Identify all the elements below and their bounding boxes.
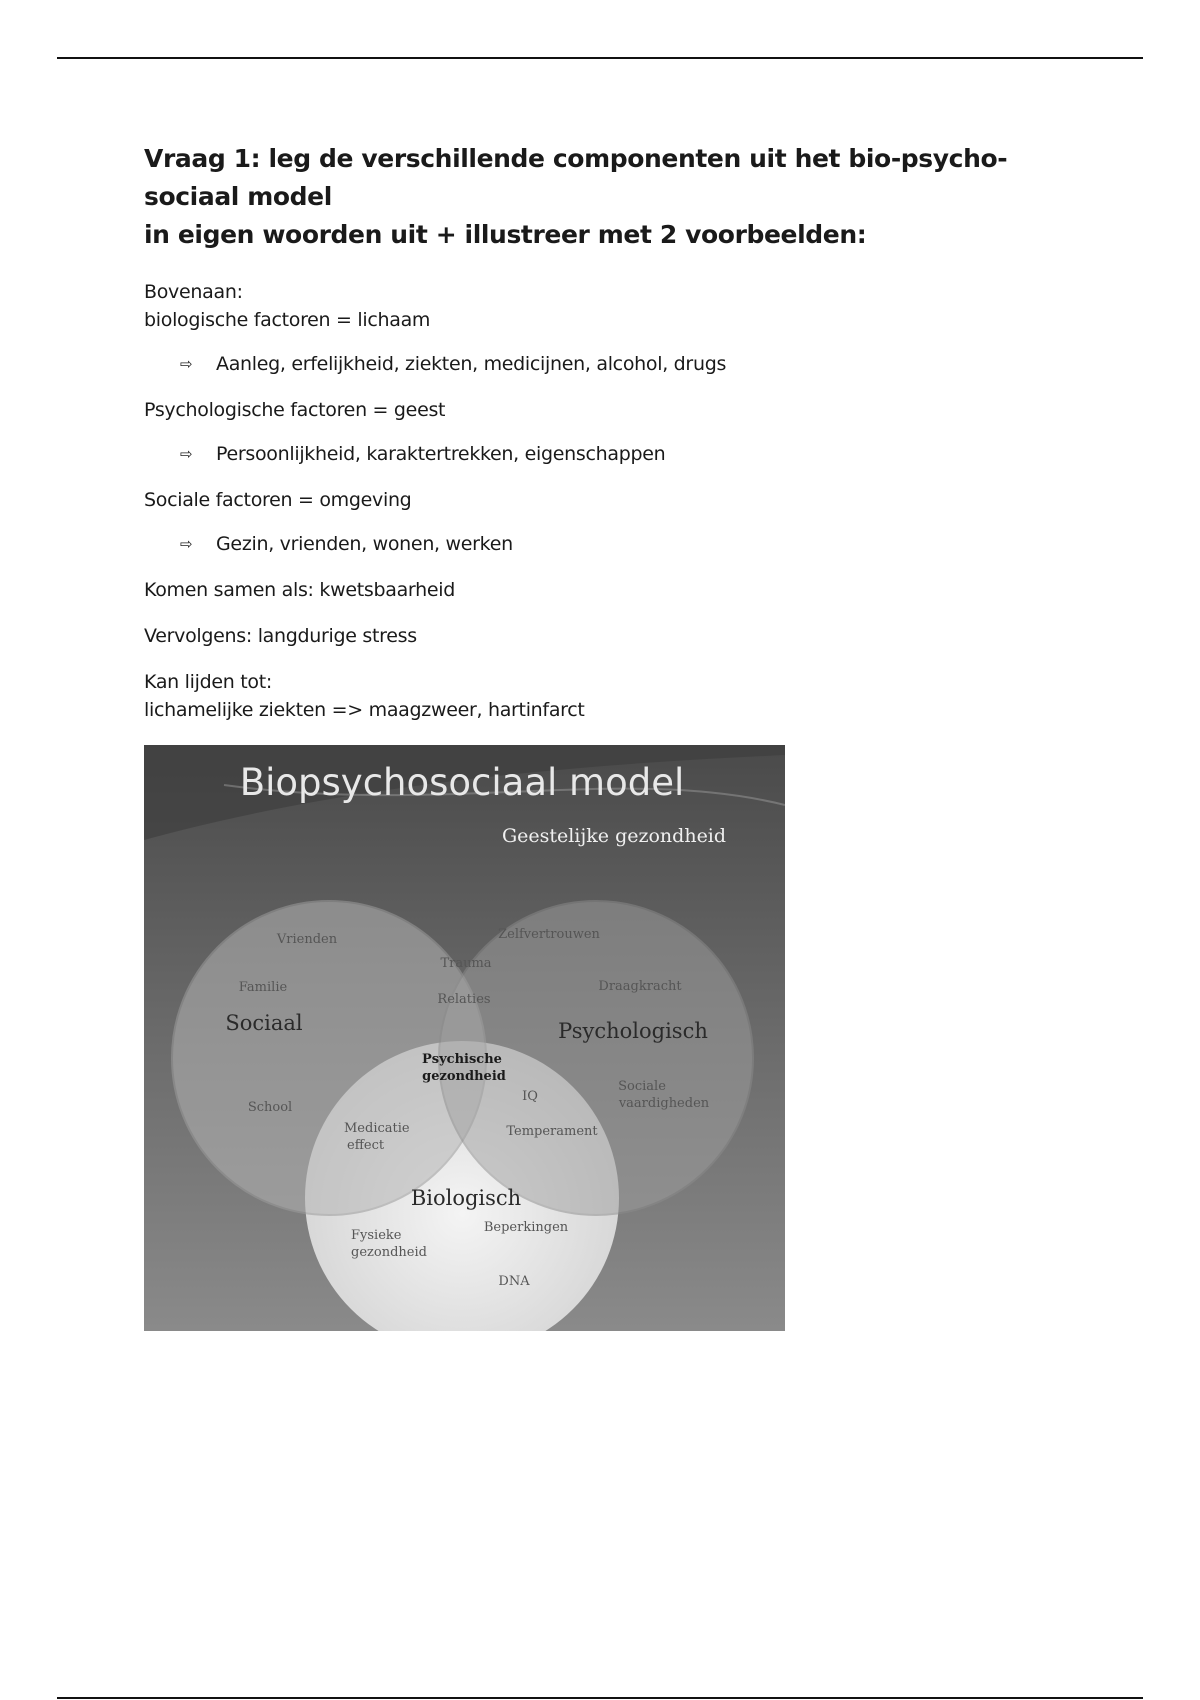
label-gezondheid: gezondheid (422, 1069, 506, 1084)
label-iq: IQ (522, 1089, 538, 1104)
label-dna: DNA (498, 1274, 530, 1289)
label-beperkingen: Beperkingen (483, 1220, 569, 1235)
header-rule (57, 57, 1143, 59)
arrow-bullet-icon: ⇨ (180, 445, 193, 463)
label-vaardigheden: vaardigheden (618, 1096, 710, 1111)
psy-bullet: ⇨ Persoonlijkheid, karaktertrekken, eigenschappen (180, 440, 1064, 468)
arrow-bullet-icon: ⇨ (180, 535, 193, 553)
label-sociale: Sociale (618, 1079, 666, 1094)
label-zelfvertrouwen: Zelfvertrouwen (498, 927, 600, 942)
label-medicatie: Medicatie (344, 1121, 410, 1136)
label-psychologisch: Psychologisch (558, 1019, 708, 1043)
together-text: Komen samen als: kwetsbaarheid (144, 579, 455, 601)
diagram-title: Biopsychosociaal model (239, 761, 685, 804)
leads-to-text: Kan lijden tot: (144, 671, 272, 693)
label-biologisch: Biologisch (410, 1186, 522, 1210)
soc-heading: Sociale factoren = omgeving (144, 489, 412, 511)
label-draagkracht: Draagkracht (598, 979, 682, 994)
label-temperament: Temperament (506, 1124, 598, 1139)
next-text: Vervolgens: langdurige stress (144, 625, 417, 647)
label-psychische: Psychische (422, 1052, 502, 1067)
label-relaties: Relaties (437, 992, 491, 1007)
label-fysieke-gezondheid: gezondheid (351, 1245, 427, 1260)
diagram-subtitle: Geestelijke gezondheid (501, 825, 727, 847)
intro-text: Bovenaan: (144, 281, 243, 303)
label-familie: Familie (238, 980, 288, 995)
document-body (144, 140, 1064, 788)
label-trauma: Trauma (440, 956, 492, 971)
diagram-svg (144, 745, 785, 1331)
bio-paragraph (144, 278, 1064, 334)
bio-bullet: ⇨ Aanleg, erfelijkheid, ziekten, medicijnen, alcohol, drugs (180, 350, 1064, 378)
label-sociaal: Sociaal (225, 1011, 303, 1035)
physical-text: lichamelijke ziekten => maagzweer, hartinfarct (144, 699, 585, 721)
psy-heading: Psychologische factoren = geest (144, 399, 446, 421)
biopsychosocial-diagram (144, 745, 785, 1331)
label-fysieke: Fysieke (351, 1228, 402, 1243)
leads-to-paragraph (144, 668, 1064, 724)
label-vrienden: Vrienden (276, 932, 338, 947)
arrow-bullet-icon: ⇨ (180, 355, 193, 373)
bio-heading: biologische factoren = lichaam (144, 309, 431, 331)
label-effect: effect (347, 1138, 385, 1153)
footer-rule (57, 1697, 1143, 1699)
soc-bullet: ⇨ Gezin, vrienden, wonen, werken (180, 530, 1064, 558)
label-school: School (247, 1100, 293, 1115)
question-title: Vraag 1: leg de verschillende componenten uit het bio-psycho-sociaal model in eigen woorden uit + illustreer met 2 voorbeelden: (144, 144, 1008, 249)
